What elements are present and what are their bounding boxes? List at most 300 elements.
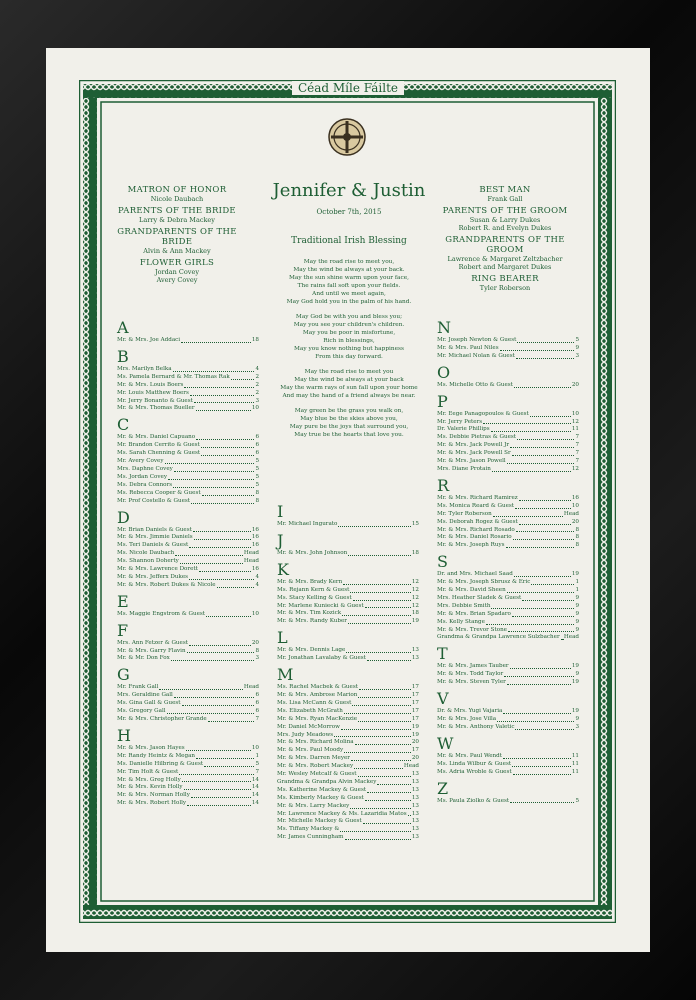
guest-name: Mr. & Mrs. Thomas Bueller <box>117 405 195 412</box>
table-number: 13 <box>411 647 419 654</box>
guest-row <box>277 795 419 803</box>
leader-dots <box>171 655 255 661</box>
letter-group <box>437 393 579 474</box>
guest-row <box>117 784 259 792</box>
leader-dots <box>516 353 575 359</box>
leader-dots <box>486 619 575 625</box>
leader-dots <box>348 550 411 556</box>
party-name: Frank Gall <box>487 195 523 203</box>
table-number: 3 <box>575 352 579 359</box>
guest-name: Mr. & Mrs. John Johnson <box>277 549 348 556</box>
leader-dots <box>358 771 411 777</box>
table-number: 5 <box>575 797 579 804</box>
guest-row <box>437 382 579 390</box>
guest-row <box>117 566 259 574</box>
table-number: 6 <box>255 442 259 449</box>
guest-row <box>437 627 579 635</box>
guest-name: Mr. & Mrs. Daniel Capuano <box>117 434 196 441</box>
letter-group <box>277 629 419 663</box>
table-number: Head <box>563 510 579 517</box>
leader-dots <box>512 450 575 456</box>
table-number: 2 <box>255 389 259 396</box>
party-name: Nicole Daubach <box>150 195 204 203</box>
leader-dots <box>530 411 571 417</box>
guest-column-n-z <box>437 316 579 807</box>
guest-name: Ms. Teri Daniels & Guest <box>117 542 189 549</box>
guest-row <box>277 647 419 655</box>
guest-row <box>437 419 579 427</box>
leader-dots <box>352 700 411 706</box>
leader-dots <box>344 747 411 753</box>
guest-name: Mr. Randy Heintz & Megan <box>117 752 196 759</box>
leader-dots <box>350 587 410 593</box>
leader-dots <box>189 640 251 646</box>
poem-line: May you see your children's children. <box>293 322 405 328</box>
guest-row <box>117 753 259 761</box>
table-number: Head <box>243 558 259 565</box>
leader-dots <box>363 818 411 824</box>
leader-dots <box>353 595 411 601</box>
table-number: 19 <box>571 679 579 686</box>
guest-name: Mrs. Marilyn Belka <box>117 365 172 372</box>
table-number: 4 <box>255 365 259 372</box>
guest-row <box>437 761 579 769</box>
guest-row <box>437 527 579 535</box>
table-number: 3 <box>255 397 259 404</box>
guest-row <box>277 834 419 842</box>
guest-row <box>277 618 419 626</box>
poem-line: May green be the grass you walk on, <box>294 408 404 414</box>
guest-name: Mrs. Heather Sladek & Guest <box>437 594 522 601</box>
guest-row <box>437 450 579 458</box>
guest-name: Mr. Tim Holt & Guest <box>117 768 179 775</box>
leader-dots <box>190 390 255 396</box>
table-number: 8 <box>575 542 579 549</box>
guest-name: Ms. Shannon Doherty <box>117 558 179 565</box>
guest-row <box>277 700 419 708</box>
section-letter: Z <box>437 778 449 798</box>
letter-group <box>277 503 419 529</box>
guest-row <box>117 458 259 466</box>
guest-name: Mr. & Mrs. Ambrose Marion <box>277 691 358 698</box>
guest-name: Mr. & Mrs. Joseph Ruys <box>437 542 505 549</box>
table-number: 5 <box>255 481 259 488</box>
guest-name: Mr. Brian Daniels & Guest <box>117 526 192 533</box>
guest-row <box>117 700 259 708</box>
table-number: 5 <box>255 760 259 767</box>
section-letter: C <box>117 415 130 435</box>
guest-name: Mr. & Mrs. Jason Powell <box>437 458 506 465</box>
guest-row <box>437 503 579 511</box>
leader-dots <box>503 753 571 759</box>
table-number: 5 <box>255 465 259 472</box>
table-number: 2 <box>255 381 259 388</box>
table-number: 12 <box>571 418 579 425</box>
letter-group <box>437 364 579 390</box>
guest-name: Mr. & Mrs. Richard Molina <box>277 739 354 746</box>
guest-row <box>117 337 259 345</box>
guest-name: Ms. Kimberly Mackey & Guest <box>277 794 364 801</box>
table-number: 9 <box>575 344 579 351</box>
leader-dots <box>338 521 410 527</box>
guest-name: Mr. & Mrs. Daniel Rosario <box>437 534 512 541</box>
leader-dots <box>344 708 411 714</box>
guest-row <box>117 390 259 398</box>
guest-row <box>117 442 259 450</box>
guest-name: Ms. Linda Wilbur & Guest <box>437 760 512 767</box>
section-letter: K <box>277 559 289 579</box>
table-number: 4 <box>255 573 259 580</box>
guest-row <box>437 603 579 611</box>
poem-line: The rains fall soft upon your fields. <box>297 283 401 289</box>
guest-row <box>277 755 419 763</box>
leader-dots <box>217 582 255 588</box>
table-number: 7 <box>255 716 259 722</box>
guest-name: Mr. & Mrs. Todd Taylor <box>437 671 504 678</box>
guest-name: Mr. & Mrs. Paul Wendt <box>437 752 502 759</box>
guest-name: Mr. Wesley Metcalf & Guest <box>277 771 357 778</box>
guest-row <box>117 574 259 582</box>
leader-dots <box>510 663 571 669</box>
table-number: 2 <box>255 373 259 380</box>
table-number: 11 <box>571 760 579 767</box>
table-number: 10 <box>251 744 259 751</box>
leader-dots <box>515 503 571 509</box>
party-role: FLOWER GIRLS <box>139 258 215 268</box>
leader-dots <box>517 434 574 440</box>
table-number: 4 <box>255 581 259 588</box>
guest-name: Mr. & Mrs. Larry Mackey <box>277 802 350 809</box>
table-number: 20 <box>251 639 259 646</box>
guest-name: Ms. Pamela Bernard & Mr. Thomas Rak <box>117 373 230 380</box>
leader-dots <box>187 648 255 654</box>
guest-name: Mr. & Mrs. Tim Kozick <box>277 610 342 617</box>
section-letter: T <box>437 644 448 664</box>
leader-dots <box>522 595 574 601</box>
leader-dots <box>173 366 255 372</box>
irish-blessing-poem <box>258 258 440 446</box>
section-letter: B <box>117 346 129 366</box>
section-letter: D <box>117 507 130 527</box>
leader-dots <box>348 618 411 624</box>
groom-party-header <box>430 182 580 292</box>
table-number: 10 <box>251 610 259 617</box>
guest-name: Mr. James Cunningham <box>277 834 344 841</box>
leader-dots <box>561 634 563 640</box>
guest-row <box>437 458 579 466</box>
guest-name: Ms. Katherine Mackey & Guest <box>277 786 367 793</box>
table-number: 20 <box>571 518 579 525</box>
guest-name: Dr. and Mrs. Michael Saad <box>437 571 513 578</box>
guest-name: Mr. & Mrs. Robert Dukes & Nicole <box>117 581 216 588</box>
guest-row <box>117 655 259 663</box>
guest-row <box>277 521 419 529</box>
guest-row <box>277 684 419 692</box>
guest-name: Mr. & Mrs. Brian Spadaro <box>437 610 511 617</box>
guest-row <box>277 818 419 826</box>
table-number: 11 <box>571 768 579 775</box>
leader-dots <box>492 466 571 472</box>
guest-row <box>277 779 419 787</box>
guest-name: Mr. & Mrs. Christopher Grande <box>117 716 207 722</box>
letter-group <box>437 645 579 687</box>
table-number: 7 <box>255 768 259 775</box>
guest-name: Mr. & Mrs. Garry Flavin <box>117 647 186 654</box>
guest-row <box>117 640 259 648</box>
leader-dots <box>507 587 575 593</box>
leader-dots <box>201 442 255 448</box>
leader-dots <box>491 603 574 609</box>
guest-row <box>277 595 419 603</box>
guest-row <box>117 777 259 785</box>
table-number: 17 <box>411 699 419 706</box>
guest-name: Mr. & Mrs. Jack Powell Jr <box>437 442 510 449</box>
party-role: GRANDPARENTS OF THE BRIDE <box>117 227 237 247</box>
blessing-title: Traditional Irish Blessing <box>291 236 407 246</box>
guest-name: Mr. Louis Matthew Boers <box>117 389 189 396</box>
table-number: 14 <box>251 792 259 799</box>
guest-row <box>437 679 579 687</box>
guest-row <box>117 542 259 550</box>
guest-name: Ms. Michelle Otto & Guest <box>437 381 513 388</box>
leader-dots <box>514 382 571 388</box>
leader-dots <box>202 490 255 496</box>
leader-dots <box>355 739 411 745</box>
guest-row <box>277 739 419 747</box>
guest-name: Mr. Frank Gall <box>117 684 159 691</box>
guest-name: Mr. & Mrs. Jose Villa <box>437 716 497 722</box>
poem-stanza <box>258 407 440 439</box>
guest-name: Mr. & Mrs. Robert Holly <box>117 800 187 807</box>
leader-dots <box>180 558 243 564</box>
guest-row <box>117 450 259 458</box>
letter-group <box>437 319 579 361</box>
guest-name: Mr. & Mrs. Trevor Stone <box>437 626 507 633</box>
leader-dots <box>408 811 411 817</box>
guest-row <box>277 655 419 663</box>
guest-name: Mr. & Mrs. Joseph Sbrusz & Eric <box>437 579 531 586</box>
guest-row <box>277 763 419 771</box>
table-number: 19 <box>411 618 419 625</box>
leader-dots <box>191 498 254 504</box>
leader-dots <box>512 761 571 767</box>
table-number: 9 <box>575 671 579 678</box>
guest-row <box>437 798 579 806</box>
guest-name: Mrs. Geraldine Gall <box>117 692 173 699</box>
leader-dots <box>196 434 254 440</box>
table-number: 13 <box>411 802 419 809</box>
guest-name: Ms. Nicole Daubach <box>117 550 175 557</box>
table-number: 17 <box>411 747 419 754</box>
celtic-cross-medallion-icon <box>327 117 367 157</box>
table-number: 8 <box>255 489 259 496</box>
guest-name: Ms. Kelly Stange <box>437 618 485 625</box>
leader-dots <box>510 798 574 804</box>
leader-dots <box>358 716 411 722</box>
guest-row <box>437 495 579 503</box>
guest-name: Ms. Deborah Rogez & Guest <box>437 518 518 525</box>
section-letter: M <box>277 665 294 685</box>
guest-name: Mr. & Mr. Don Fox <box>117 655 170 662</box>
leader-dots <box>507 679 571 685</box>
section-letter: G <box>117 665 130 685</box>
guest-name: Mr. & Mrs. James Tauber <box>437 663 509 670</box>
leader-dots <box>194 398 255 404</box>
poem-line: And until we meet again, <box>312 291 386 297</box>
guest-row <box>117 558 259 566</box>
poem-line: May true be the hearts that love you. <box>294 432 404 438</box>
guest-row <box>277 732 419 740</box>
leader-dots <box>519 519 571 525</box>
guest-row <box>437 571 579 579</box>
section-letter: F <box>117 620 129 640</box>
leader-dots <box>500 345 575 351</box>
party-name: Avery Covey <box>156 276 198 284</box>
guest-name: Mrs. Ann Fetzer & Guest <box>117 639 188 646</box>
party-role: MATRON OF HONOR <box>127 185 227 195</box>
guest-row <box>117 398 259 406</box>
guest-row <box>277 610 419 618</box>
guest-name: Ms. Adria Wroble & Guest <box>437 768 512 775</box>
table-number: 12 <box>411 578 419 585</box>
leader-dots <box>159 684 243 690</box>
table-number: 16 <box>251 526 259 533</box>
guest-row <box>117 684 259 692</box>
guest-row <box>117 482 259 490</box>
section-letter: V <box>437 689 449 709</box>
guest-row <box>117 474 259 482</box>
guest-row <box>437 337 579 345</box>
guest-name: Mr. & Mrs. Richard Ramirez <box>437 494 518 501</box>
table-number: 7 <box>575 442 579 449</box>
table-number: 19 <box>411 723 419 730</box>
party-name: Susan & Larry Dukes <box>469 216 541 224</box>
table-number: 8 <box>575 534 579 541</box>
party-name: Lawrence & Margaret Zeltzbacher <box>447 255 563 263</box>
guest-name: Ms. Rebecca Cooper & Guest <box>117 489 201 496</box>
section-letter: W <box>437 733 454 753</box>
guest-name: Ms. Danielle Hilbring & Guest <box>117 760 204 767</box>
leader-dots <box>512 611 575 617</box>
guest-name: Mr. Jerry Bonanto & Guest <box>117 397 193 404</box>
leader-dots <box>513 534 575 540</box>
guest-row <box>117 648 259 656</box>
poem-line: May the wind be always at your back <box>294 377 404 383</box>
leader-dots <box>483 419 571 425</box>
guest-name: Mr. & Mrs. Jimmie Daniels <box>117 534 193 541</box>
poem-line: May the warm rays of sun fall upon your home <box>280 385 418 391</box>
guest-name: Mr. & Mrs. David Sheen <box>437 587 506 594</box>
guest-name: Ms. Debra Connors <box>117 481 173 488</box>
leader-dots <box>165 458 255 464</box>
guest-name: Dr. & Mrs. Yugi Vajaria <box>437 708 503 715</box>
poem-stanza <box>258 368 440 400</box>
leader-dots <box>351 755 411 761</box>
guest-row <box>437 466 579 474</box>
leader-dots <box>196 405 251 411</box>
table-number: 1 <box>575 587 579 594</box>
leader-dots <box>189 542 251 548</box>
leader-dots <box>186 745 251 751</box>
table-number: 11 <box>571 752 579 759</box>
guest-name: Mrs. Judy Meadows <box>277 731 334 738</box>
guest-name: Mr. & Mrs. Brady Kern <box>277 578 343 585</box>
guest-name: Mr. & Mrs. Jason Hayes <box>117 744 185 751</box>
leader-dots <box>206 611 251 617</box>
party-name: Tyler Roberson <box>479 284 531 292</box>
welcome-banner <box>0 81 696 95</box>
table-number: Head <box>243 550 259 557</box>
table-number: 13 <box>411 771 419 778</box>
table-number: 1 <box>575 579 579 586</box>
guest-row <box>117 527 259 535</box>
guest-name: Mr. Avery Covey <box>117 458 164 465</box>
guest-name: Ms. Rejann Kern & Guest <box>277 586 350 593</box>
wedding-date: October 7th, 2015 <box>316 208 382 216</box>
letter-group <box>277 666 419 842</box>
leader-dots <box>175 550 243 556</box>
guest-row <box>117 769 259 777</box>
leader-dots <box>343 579 411 585</box>
letter-group <box>117 622 259 664</box>
table-number: 14 <box>251 784 259 791</box>
guest-row <box>437 724 579 732</box>
guest-row <box>117 761 259 769</box>
party-role: BEST MAN <box>479 185 531 195</box>
table-number: 20 <box>571 381 579 388</box>
letter-group <box>117 666 259 724</box>
guest-name: Mr. & Mrs. Jefferx Dukes <box>117 573 189 580</box>
poem-line: May God be with you and bless you; <box>295 314 403 320</box>
leader-dots <box>181 337 251 343</box>
leader-dots <box>179 769 254 775</box>
table-number: 8 <box>255 647 259 654</box>
leader-dots <box>497 716 574 722</box>
poem-line: May you be poor in misfortune, <box>302 330 396 336</box>
bride-party-header <box>102 182 252 284</box>
table-number: 7 <box>575 458 579 465</box>
guest-row <box>437 663 579 671</box>
guest-row <box>437 345 579 353</box>
guest-row <box>437 769 579 777</box>
leader-dots <box>174 692 255 698</box>
guest-name: Ms. Jordan Covey <box>117 473 168 480</box>
leader-dots <box>510 442 574 448</box>
guest-row <box>437 611 579 619</box>
leader-dots <box>204 761 254 767</box>
table-number: 19 <box>571 708 579 715</box>
poem-line: May blue be the skies above you, <box>300 416 398 422</box>
section-letter: P <box>437 391 448 411</box>
poem-stanza <box>258 313 440 361</box>
table-number: 16 <box>251 566 259 573</box>
guest-row <box>277 603 419 611</box>
guest-name: Ms. Gregory Gall <box>117 708 166 715</box>
guest-row <box>117 716 259 724</box>
leader-dots <box>507 458 575 464</box>
guest-row <box>437 634 579 642</box>
guest-name: Ms. Gina Gall & Guest <box>117 700 181 707</box>
letter-group <box>277 561 419 626</box>
guest-row <box>437 619 579 627</box>
table-number: 16 <box>571 494 579 501</box>
table-number: 9 <box>575 594 579 601</box>
guest-row <box>277 579 419 587</box>
table-number: 8 <box>575 526 579 533</box>
table-number: 17 <box>411 715 419 722</box>
leader-dots <box>367 655 411 661</box>
leader-dots <box>345 834 411 840</box>
